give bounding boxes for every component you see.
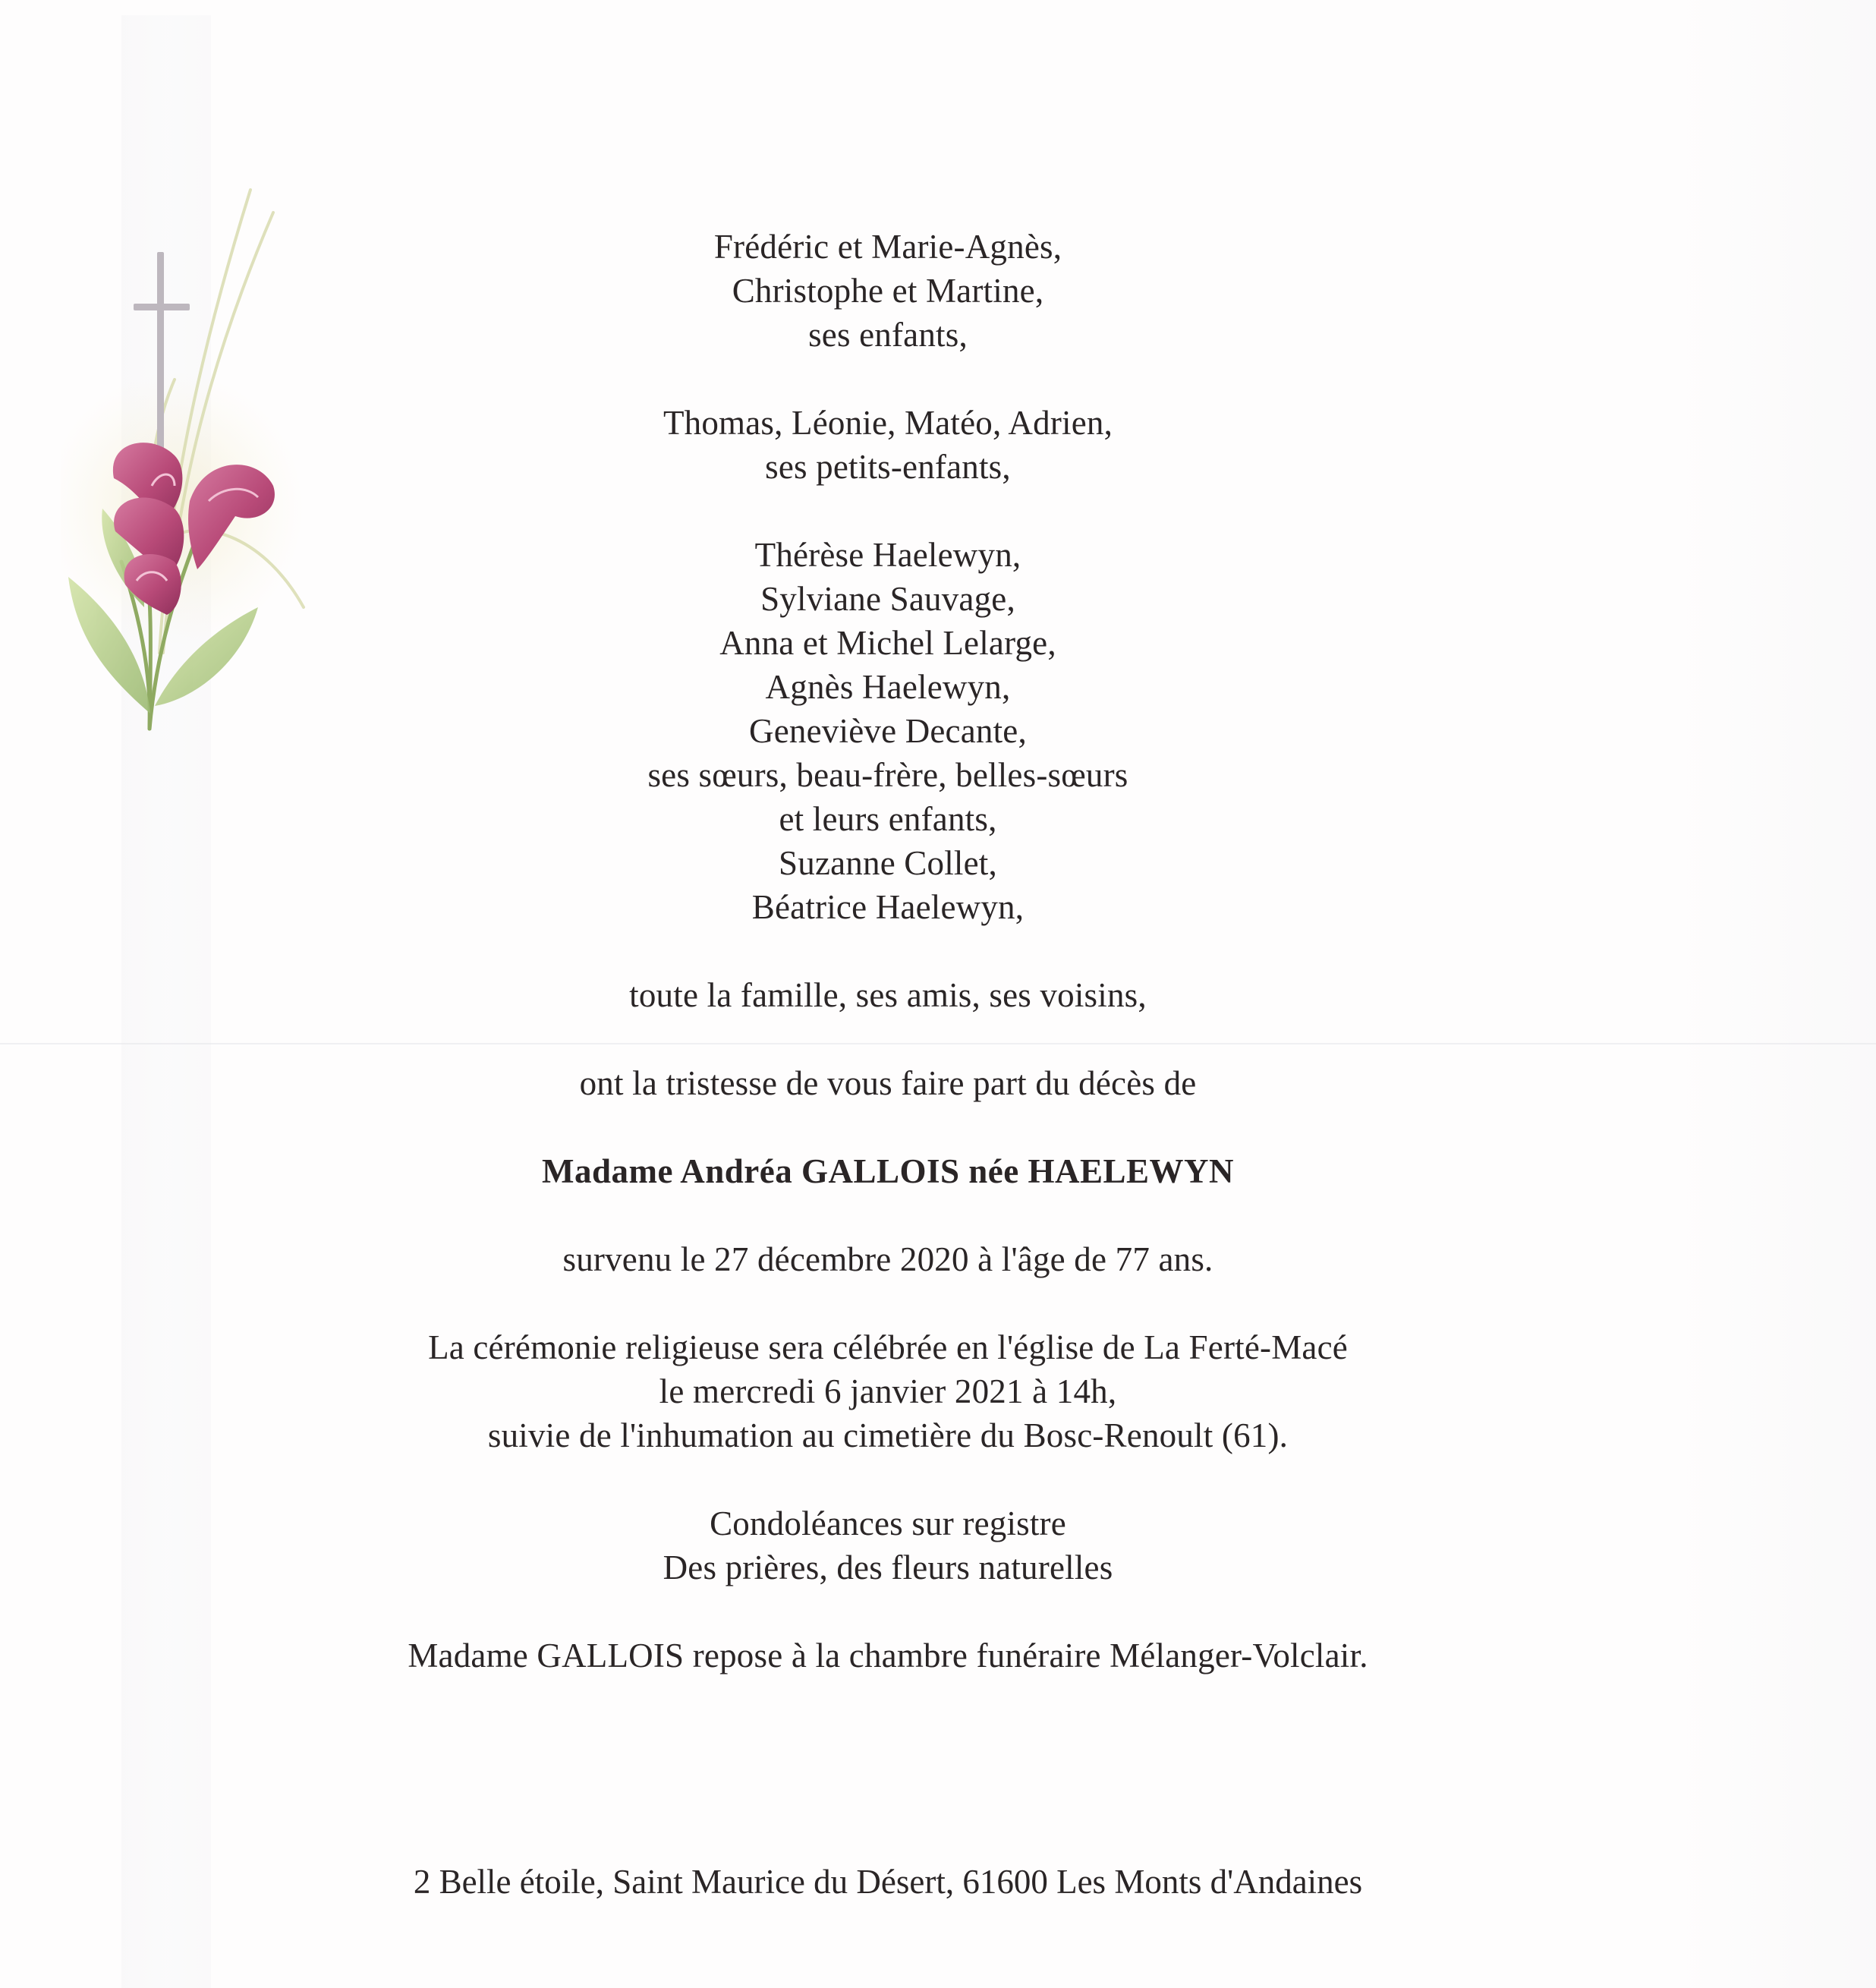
- grandchildren-names: Thomas, Léonie, Matéo, Adrien,: [663, 404, 1113, 442]
- family-line: toute la famille, ses amis, ses voisins,: [629, 976, 1147, 1014]
- repose-line: Madame GALLOIS repose à la chambre funéraire Mélanger-Volclair.: [408, 1637, 1368, 1675]
- deceased-name: Madame Andréa GALLOIS née HAELEWYN: [541, 1152, 1235, 1190]
- address: 2 Belle étoile, Saint Maurice du Désert, 61600 Les Monts d'Andaines: [413, 1863, 1363, 1901]
- relation-label: ses enfants,: [808, 316, 968, 354]
- ceremony-line: le mercredi 6 janvier 2021 à 14h,: [659, 1372, 1117, 1410]
- relation-label: ses petits-enfants,: [765, 448, 1011, 486]
- death-info: survenu le 27 décembre 2020 à l'âge de 77 ans.: [562, 1240, 1213, 1278]
- ceremony-line: La cérémonie religieuse sera célébrée en l'église de La Ferté-Macé: [428, 1328, 1348, 1366]
- sibling-name: Thérèse Haelewyn,: [754, 536, 1021, 574]
- sibling-name: Sylviane Sauvage,: [760, 580, 1015, 618]
- child-name: Christophe et Martine,: [732, 272, 1044, 310]
- announcement-line: ont la tristesse de vous faire part du décès de: [579, 1064, 1197, 1102]
- relation-label: ses sœurs, beau-frère, belles-sœurs: [647, 756, 1128, 794]
- relative-name: Suzanne Collet,: [779, 844, 997, 882]
- sibling-name: Geneviève Decante,: [749, 712, 1027, 750]
- scan-edge: [1673, 0, 1876, 1988]
- condolences-line: Condoléances sur registre: [710, 1504, 1066, 1542]
- condolences-line: Des prières, des fleurs naturelles: [663, 1548, 1113, 1586]
- sibling-name: Anna et Michel Lelarge,: [719, 624, 1056, 662]
- obituary-text: [250, 225, 1525, 1678]
- relative-name: Béatrice Haelewyn,: [751, 888, 1025, 926]
- ceremony-line: suivie de l'inhumation au cimetière du Bosc-Renoult (61).: [487, 1416, 1289, 1454]
- relation-label: et leurs enfants,: [779, 800, 997, 838]
- child-name: Frédéric et Marie-Agnès,: [713, 228, 1062, 266]
- sibling-name: Agnès Haelewyn,: [765, 668, 1011, 706]
